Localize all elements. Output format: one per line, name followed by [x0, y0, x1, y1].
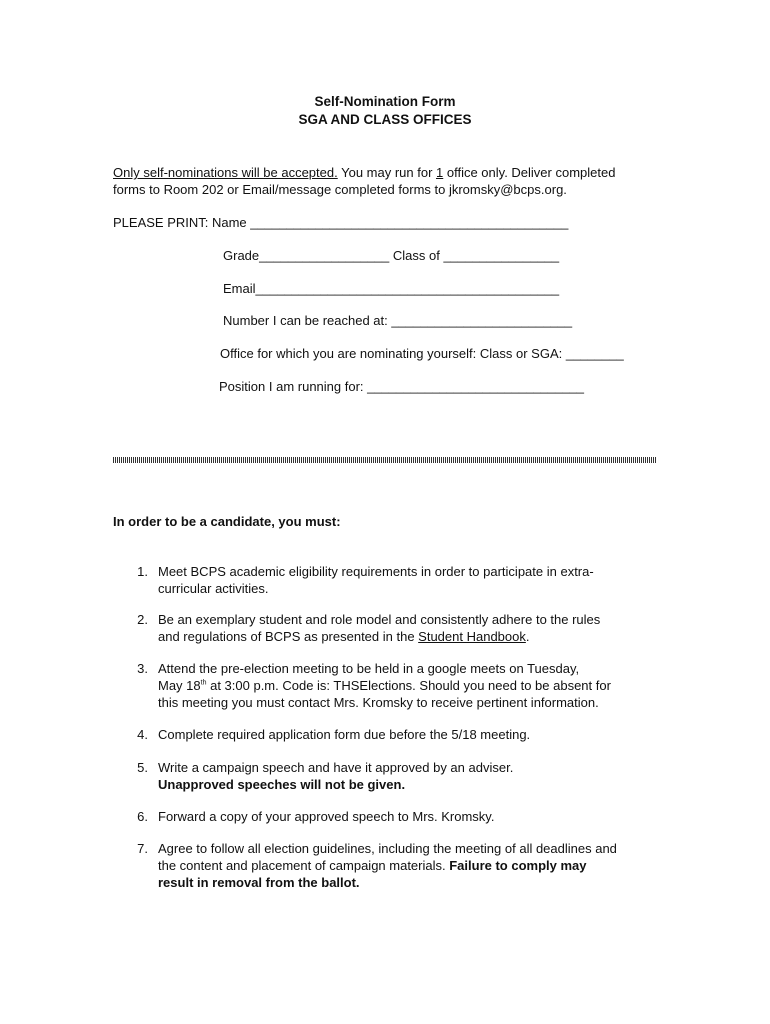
- list-item: Agree to follow all election guidelines, including the meeting of all deadlines and the content and placement of campaign materials. Failure to comply may result in removal from the ballot.: [158, 841, 617, 890]
- intro-text-b: office only. Deliver completed: [443, 165, 616, 180]
- grade-class-field[interactable]: Grade__________________ Class of ________________: [223, 248, 560, 263]
- intro-text-a: You may run for: [337, 165, 437, 180]
- requirements-heading: In order to be a candidate, you must:: [113, 514, 341, 529]
- position-field[interactable]: Position I am running for: ______________________________: [219, 379, 585, 394]
- intro-line-2: forms to Room 202 or Email/message completed forms to jkromsky@bcps.org.: [113, 182, 567, 197]
- form-subtitle: SGA AND CLASS OFFICES: [298, 112, 472, 127]
- student-handbook-link: Student Handbook: [418, 629, 526, 644]
- dotted-divider: [113, 457, 656, 463]
- name-field[interactable]: PLEASE PRINT: Name ____________________________________________: [113, 215, 569, 230]
- list-item: Forward a copy of your approved speech to Mrs. Kromsky.: [158, 809, 495, 824]
- office-field[interactable]: Office for which you are nominating yourself: Class or SGA: ________: [220, 346, 624, 361]
- intro-line-1: [113, 164, 615, 181]
- email-field[interactable]: Email__________________________________________: [223, 281, 560, 296]
- list-item-number: 7.: [137, 841, 148, 856]
- intro-one: 1: [436, 165, 444, 180]
- list-item-number: 4.: [137, 727, 148, 742]
- form-title: Self-Nomination Form: [314, 94, 456, 109]
- list-item: Attend the pre-election meeting to be held in a google meets on Tuesday, May 18th at 3:00 p.m. Code is: THSElections. Should you need to be absent for this meeting you must contact Mrs. Kromsky to receive pertinent information.: [158, 661, 611, 710]
- list-item: Be an exemplary student and role model and consistently adhere to the rules and regulations of BCPS as presented in the Student Handbook.: [158, 612, 601, 644]
- list-item-number: 1.: [137, 564, 148, 579]
- phone-field[interactable]: Number I can be reached at: _________________________: [223, 313, 573, 328]
- list-item: Write a campaign speech and have it approved by an adviser. Unapproved speeches will not be given.: [158, 760, 514, 792]
- list-item: Complete required application form due before the 5/18 meeting.: [158, 727, 531, 742]
- list-item-number: 6.: [137, 809, 148, 824]
- intro-underlined: Only self-nominations will be accepted.: [113, 165, 338, 180]
- list-item-number: 3.: [137, 661, 148, 676]
- list-item-number: 2.: [137, 612, 148, 627]
- list-item: Meet BCPS academic eligibility requirements in order to participate in extra- curricular activities.: [158, 564, 594, 596]
- list-item-number: 5.: [137, 760, 148, 775]
